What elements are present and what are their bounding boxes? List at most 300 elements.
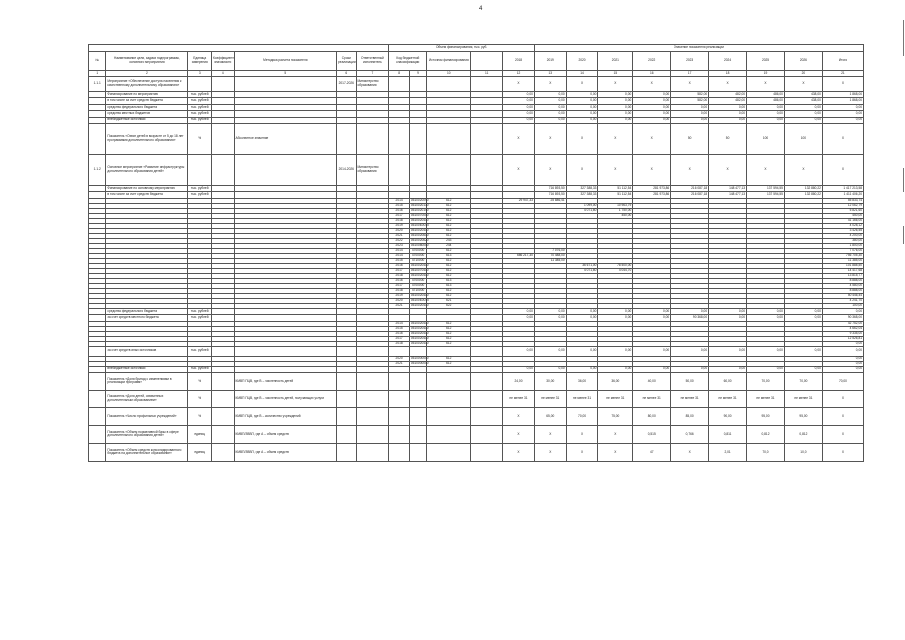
method-cell [234, 154, 337, 185]
value-cell: 0,00 [534, 117, 566, 123]
row-total: 55 833,74 [822, 198, 863, 203]
unit-cell: единиц [188, 425, 212, 443]
unit-cell: тыс. рублей [188, 346, 212, 356]
indicator-name: Показатель «Охват детей в возрасте от 5 до 18 лет программами дополнительного образования» [106, 123, 188, 154]
value-cell: 0,00 [822, 111, 863, 117]
budget-code: 0510020410 [410, 320, 429, 325]
unit-cell: тыс. рублей [188, 117, 212, 123]
value-cell: X [566, 425, 598, 443]
row-number [89, 390, 106, 407]
indicator-row [89, 123, 864, 154]
method-cell: Абсолютное значение [234, 123, 337, 154]
value-cell: 0,00 [747, 117, 785, 123]
value-cell: 30,00 [534, 372, 566, 390]
column-number: 12 [503, 71, 535, 77]
value-cell: X [566, 77, 598, 92]
value-cell: 582,00 [671, 98, 709, 104]
header-row [89, 52, 864, 71]
blank-cell [356, 123, 389, 154]
row-total: 380,00 [822, 238, 863, 243]
value-cell: X [503, 407, 535, 425]
value-cell: X [709, 77, 747, 92]
budget-code: 0510020610 [410, 232, 429, 237]
value-cell: X [566, 154, 598, 185]
kvr-code: 612 [427, 198, 471, 203]
blank-cell [356, 443, 389, 461]
kvr-code: 612 [427, 326, 471, 331]
value-cell: X [503, 154, 535, 185]
method-cell: КМВП/ЗВВП, где А – объем средств [234, 425, 337, 443]
finance-name: за счет средств иных источников [106, 346, 188, 356]
finance-name: внебюджетные источники [106, 366, 188, 372]
kvr-code: 612 [427, 258, 471, 263]
blank-cell [427, 372, 471, 390]
code-year: 2018 [389, 218, 410, 223]
budget-code: 0510020410 [410, 340, 429, 345]
value-cell: 0,00 [534, 104, 566, 110]
blank-cell [337, 407, 356, 425]
value-cell: X [822, 390, 863, 407]
value-cell: 70,00 [784, 372, 822, 390]
value-cell: X [747, 154, 785, 185]
kvr-code: 612 [427, 293, 471, 298]
value-cell: X [822, 407, 863, 425]
value-cell: X [598, 425, 633, 443]
column-number: 1 [89, 71, 106, 77]
value-cell: 482,00 [709, 92, 747, 98]
value-cell: 0,00 [784, 117, 822, 123]
code-year: 2022 [389, 238, 410, 243]
value-cell: 0,00 [709, 308, 747, 314]
row-number [89, 123, 106, 154]
unit-cell: тыс. рублей [188, 104, 212, 110]
value-cell: 90 368,00 [822, 315, 863, 321]
value-cell: 29 947,33 [503, 198, 535, 203]
blank-cell [356, 425, 389, 443]
column-number: 4 [211, 71, 234, 77]
value-cell: 0,00 [503, 92, 535, 98]
row-total: 0,00 [822, 356, 863, 361]
code-year: 2020 [389, 298, 410, 303]
value-cell: 0,00 [822, 104, 863, 110]
value-cell: 1 411 406,20 [822, 192, 863, 198]
value-cell: 0,00 [503, 315, 535, 321]
value-cell: 0,00 [633, 92, 671, 98]
row-total: 9 335,00 [822, 331, 863, 336]
value-cell: 75,00 [598, 407, 633, 425]
value-cell: 0,00 [822, 308, 863, 314]
finance-name: средства федерального бюджета [106, 308, 188, 314]
column-number: 13 [534, 71, 566, 77]
value-cell: X [598, 77, 633, 92]
value-cell: 0,00 [822, 117, 863, 123]
header-finance-group: Объем финансирования, тыс. руб. [389, 45, 535, 52]
value-cell: X [503, 77, 535, 92]
activity-row [89, 154, 864, 185]
method-cell: КМВП ПЦВ, где В – количество учреждений [234, 407, 337, 425]
unit-cell: % [188, 390, 212, 407]
budget-code: 4700000 [409, 248, 426, 253]
value-cell: 438,00 [784, 92, 822, 98]
blank-cell [471, 346, 503, 356]
value-cell: 0,00 [747, 308, 785, 314]
row-total: 7 076,00 [822, 248, 863, 253]
budget-code: 05100Б0010 [410, 222, 429, 227]
indicator-name: Показатель «Доля бригад с изменениями в реализации программ» [106, 372, 188, 390]
value-cell: X [671, 154, 709, 185]
code-year: 2017 [389, 283, 410, 288]
value-cell: 0,812 [784, 425, 822, 443]
blank-cell [337, 443, 356, 461]
value-cell: 0,00 [566, 308, 598, 314]
value-cell: 95,00 [784, 407, 822, 425]
unit-cell: тыс. рублей [188, 98, 212, 104]
value-cell: 10,0 [784, 443, 822, 461]
value-cell: 0,00 [671, 308, 709, 314]
value-cell: 0,00 [503, 98, 535, 104]
blank-cell [234, 346, 337, 356]
row-total: 42 752,00 [822, 321, 863, 326]
kvr-code: 243 [427, 238, 471, 243]
coef-cell [211, 77, 234, 92]
value-cell: 60,00 [709, 372, 747, 390]
value-cell: 0,00 [747, 315, 785, 321]
blank-cell [471, 390, 503, 407]
indicator-row [89, 443, 864, 461]
indicator-name: Показатель «Доля детей, охваченных дополнительным образованием» [106, 390, 188, 407]
column-number: 20 [784, 71, 822, 77]
method-cell: КМВП ПЦВ, где В – численность детей, получающих услуги [234, 390, 337, 407]
source-cell [427, 154, 471, 185]
row-total: 12 526,81 [822, 336, 863, 341]
column-number: 14 [566, 71, 598, 77]
value-cell: 0,00 [598, 117, 633, 123]
value-cell: 1 417 213,58 [822, 185, 863, 191]
row-number [89, 407, 106, 425]
value-cell: 0,00 [747, 366, 785, 372]
code-year: 2018 [389, 288, 410, 293]
value-cell: 0,00 [534, 366, 566, 372]
value-cell: X [633, 154, 671, 185]
unit-cell: % [188, 123, 212, 154]
kvr-code: 612 [427, 218, 471, 223]
method-cell: КМВП ПЦВ, где В – численность детей [234, 372, 337, 390]
indicator-row [89, 407, 864, 425]
value-cell: 24,00 [503, 372, 535, 390]
value-cell: 50,00 [671, 372, 709, 390]
activity-name: Мероприятие «Обеспечение доступа населения к качественному дополнительному образованию» [106, 77, 188, 92]
value-cell: X [503, 123, 535, 154]
value-cell: 148 477,13 [709, 185, 747, 191]
blank-cell [427, 390, 471, 407]
value-cell: 0,00 [633, 98, 671, 104]
value-cell: X [671, 77, 709, 92]
value-cell: 0,00 [598, 98, 633, 104]
kvr-code: 612 [427, 223, 471, 228]
value-cell: X [822, 425, 863, 443]
page-edge-mark [903, 168, 904, 192]
kvr-code: 612 [427, 203, 471, 208]
code-year: 2017 [389, 336, 410, 341]
page-number: 4 [479, 6, 483, 12]
indicator-row [89, 372, 864, 390]
coef-cell [211, 123, 234, 154]
value-cell: 40,00 [633, 372, 671, 390]
value-cell: 0,00 [503, 117, 535, 123]
blank-cell [389, 407, 410, 425]
value-cell: 100 [747, 123, 785, 154]
value-cell: 0,00 [822, 346, 863, 356]
value-cell: X [747, 77, 785, 92]
value-cell: 0,00 [633, 111, 671, 117]
value-cell: X [566, 123, 598, 154]
value-cell: 1 099,00 [566, 203, 598, 208]
value-cell: 132 880,22 [784, 192, 822, 198]
value-cell: 0,00 [671, 111, 709, 117]
finance-name: в том числе за счет средств бюджета [106, 98, 188, 104]
finance-name: Финансирование по мероприятию [106, 92, 188, 98]
value-cell: 327 388,33 [566, 192, 598, 198]
value-cell: 0,00 [747, 104, 785, 110]
value-cell: 327 388,33 [566, 185, 598, 191]
value-cell: 7 076,00 [534, 248, 566, 253]
value-cell: 0,00 [709, 104, 747, 110]
unit-cell [188, 154, 212, 185]
value-cell: 0,00 [534, 92, 566, 98]
value-cell: 0,00 [503, 104, 535, 110]
value-cell: 70,0 [747, 443, 785, 461]
value-cell: 36,00 [566, 372, 598, 390]
budget-code: 0510020410 [410, 325, 429, 330]
value-cell: 0,00 [633, 346, 671, 356]
finance-name: в том числе за счет средств бюджета [106, 192, 188, 198]
unit-cell: тыс. рублей [188, 192, 212, 198]
budget-code: 4710000 [409, 258, 426, 263]
blank-cell [356, 390, 389, 407]
kvr-code: 612 [427, 263, 471, 268]
coef-cell [211, 443, 234, 461]
blank-cell [389, 372, 410, 390]
value-cell: 25 886,41 [534, 198, 566, 203]
budget-code: 0510020410 [410, 302, 429, 307]
kvr-code: 612 [427, 331, 471, 336]
value-cell: 686 217,30 [503, 253, 535, 258]
value-cell: X [534, 154, 566, 185]
code-year: 2018 [389, 341, 410, 346]
value-cell: 132 880,22 [784, 185, 822, 191]
value-cell: X [503, 443, 535, 461]
value-cell: X [822, 154, 863, 185]
column-number: 9 [409, 71, 426, 77]
column-number: 2 [106, 71, 188, 77]
value-cell: 0,00 [503, 366, 535, 372]
value-cell: 0,00 [633, 308, 671, 314]
value-cell: 0,00 [566, 111, 598, 117]
row-total: 8 888,00 [822, 278, 863, 283]
coef-cell [211, 407, 234, 425]
blank-cell [356, 407, 389, 425]
row-total: 1 800,00 [822, 243, 863, 248]
kvr-code: 612 [427, 213, 471, 218]
code-year: 2016 [389, 208, 410, 213]
budget-code: 4710000 [409, 288, 426, 293]
value-cell: 0,00 [671, 104, 709, 110]
value-cell: 0,00 [709, 117, 747, 123]
coef-cell [211, 154, 234, 185]
activity-name: Основное мероприятие «Развитие инфраструктуры дополнительного образования детей» [106, 154, 188, 185]
column-header-year: 2023 [671, 52, 709, 71]
column-number: 7 [356, 71, 389, 77]
column-header-name: Наименование цели, задачи подпрограммы, основного мероприятия [106, 52, 188, 71]
column-header-year: 2022 [633, 52, 671, 71]
value-cell: не менее 31 [534, 390, 566, 407]
kvr-code: 612 [427, 268, 471, 273]
method-cell [234, 77, 337, 92]
budget-code: 05100Б0010 [410, 297, 429, 302]
indicator-row [89, 390, 864, 407]
indicator-row [89, 425, 864, 443]
column-number: 8 [389, 71, 410, 77]
page-edge-mark [903, 20, 904, 56]
value-cell: 482,00 [709, 98, 747, 104]
row-total: 4 662,04 [822, 326, 863, 331]
code-year: 2015 [389, 203, 410, 208]
value-cell: 0,00 [784, 315, 822, 321]
finance-name: средства местных бюджетов [106, 111, 188, 117]
coef-cell [211, 390, 234, 407]
column-number: 3 [188, 71, 212, 77]
column-number: 15 [598, 71, 633, 77]
value-cell: 50 [709, 123, 747, 154]
blank-cell [409, 346, 426, 356]
finance-name: внебюджетные источники [106, 117, 188, 123]
code-year: 2017 [389, 213, 410, 218]
code-year: 2014 [389, 253, 410, 258]
budget-code: 0510000000 [410, 360, 429, 365]
value-cell: 0,00 [633, 104, 671, 110]
value-cell: 716 893,50 [534, 192, 566, 198]
value-cell: не менее 31 [503, 390, 535, 407]
value-cell: не менее 31 [747, 390, 785, 407]
code-year: 2021 [389, 233, 410, 238]
unit-cell: тыс. рублей [188, 92, 212, 98]
unit-cell [188, 77, 212, 92]
value-cell: 450,00 [598, 213, 633, 218]
value-cell: 0,811 [709, 425, 747, 443]
unit-cell: единиц [188, 443, 212, 461]
row-number [89, 443, 106, 461]
row-total: 0,00 [822, 361, 863, 366]
value-cell: 0,00 [598, 346, 633, 356]
budget-code: 0510020090 [410, 197, 429, 202]
value-cell: 0,00 [709, 111, 747, 117]
value-cell: не менее 31 [633, 390, 671, 407]
code-year: 2020 [389, 228, 410, 233]
budget-code: 0510020140 [410, 207, 429, 212]
program-table [88, 44, 864, 462]
value-cell: 0,00 [566, 315, 598, 321]
value-cell: X [633, 77, 671, 92]
row-total: 0,00 [822, 341, 863, 346]
value-cell: 0,00 [671, 117, 709, 123]
value-cell: 85,00 [671, 407, 709, 425]
value-cell: 0,00 [598, 315, 633, 321]
value-cell: 0,00 [598, 92, 633, 98]
value-cell: 0,00 [566, 92, 598, 98]
column-header-deadline: Сроки реализации [337, 52, 356, 71]
value-cell: X [633, 123, 671, 154]
value-cell: 0,00 [566, 117, 598, 123]
column-header-source: Источник финансирования [427, 52, 471, 71]
blank-cell [389, 123, 410, 154]
code-year: 2019 [389, 293, 410, 298]
blank-cell [389, 443, 410, 461]
kvr-code: 612 [427, 336, 471, 341]
value-cell: не менее 31 [784, 390, 822, 407]
blank-cell [409, 372, 426, 390]
blank-cell [356, 372, 389, 390]
blank-cell [337, 425, 356, 443]
value-cell: 281 973,86 [633, 192, 671, 198]
finance-name: средства федерального бюджета [106, 104, 188, 110]
row-total: 4 241,70 [822, 298, 863, 303]
code-year: 2018 [389, 273, 410, 278]
kvr-cell [409, 77, 426, 92]
column-header-year: 2025 [747, 52, 785, 71]
unit-cell: тыс. рублей [188, 111, 212, 117]
value-cell: X [566, 443, 598, 461]
blank-cell [471, 443, 503, 461]
value-cell: 0,00 [671, 366, 709, 372]
value-cell: 0,00 [534, 98, 566, 104]
blank-cell [427, 346, 471, 356]
blank-cell [409, 407, 426, 425]
value-cell: 10 963,79 [598, 203, 633, 208]
value-cell: 0,00 [784, 111, 822, 117]
column-number: 17 [671, 71, 709, 77]
value-cell: 716 893,50 [534, 185, 566, 191]
value-cell: 1 750,00 [598, 208, 633, 213]
code-year: 2021 [389, 361, 410, 366]
kvr-code: 612 [427, 321, 471, 326]
code-year: 2016 [389, 263, 410, 268]
column-header-blank [471, 52, 503, 71]
value-cell: 0,00 [784, 104, 822, 110]
column-number: 11 [471, 71, 503, 77]
budget-code: 0510020410 [410, 335, 429, 340]
kvr-code: 613 [427, 278, 471, 283]
blank-cell [409, 443, 426, 461]
kvr-code: 612 [427, 233, 471, 238]
budget-code: 4700000 [409, 253, 426, 258]
code-year: 2017 [389, 268, 410, 273]
column-header-year: 2024 [709, 52, 747, 71]
executor-cell: Министерство образования [356, 154, 389, 185]
blank-cell [389, 346, 410, 356]
value-cell: 4 071,60 [566, 208, 598, 213]
value-cell: 0,00 [598, 104, 633, 110]
value-cell: 90 368,00 [671, 315, 709, 321]
value-cell: 0,00 [534, 111, 566, 117]
kvr-code: 244 [427, 243, 471, 248]
value-cell: 486,00 [747, 98, 785, 104]
column-header-year: Итого [822, 52, 863, 71]
header-spacer [89, 45, 389, 52]
budget-code: 0510070000 [410, 212, 429, 217]
blank-cell [409, 123, 426, 154]
blank-cell [427, 407, 471, 425]
value-cell: 100 [784, 123, 822, 154]
